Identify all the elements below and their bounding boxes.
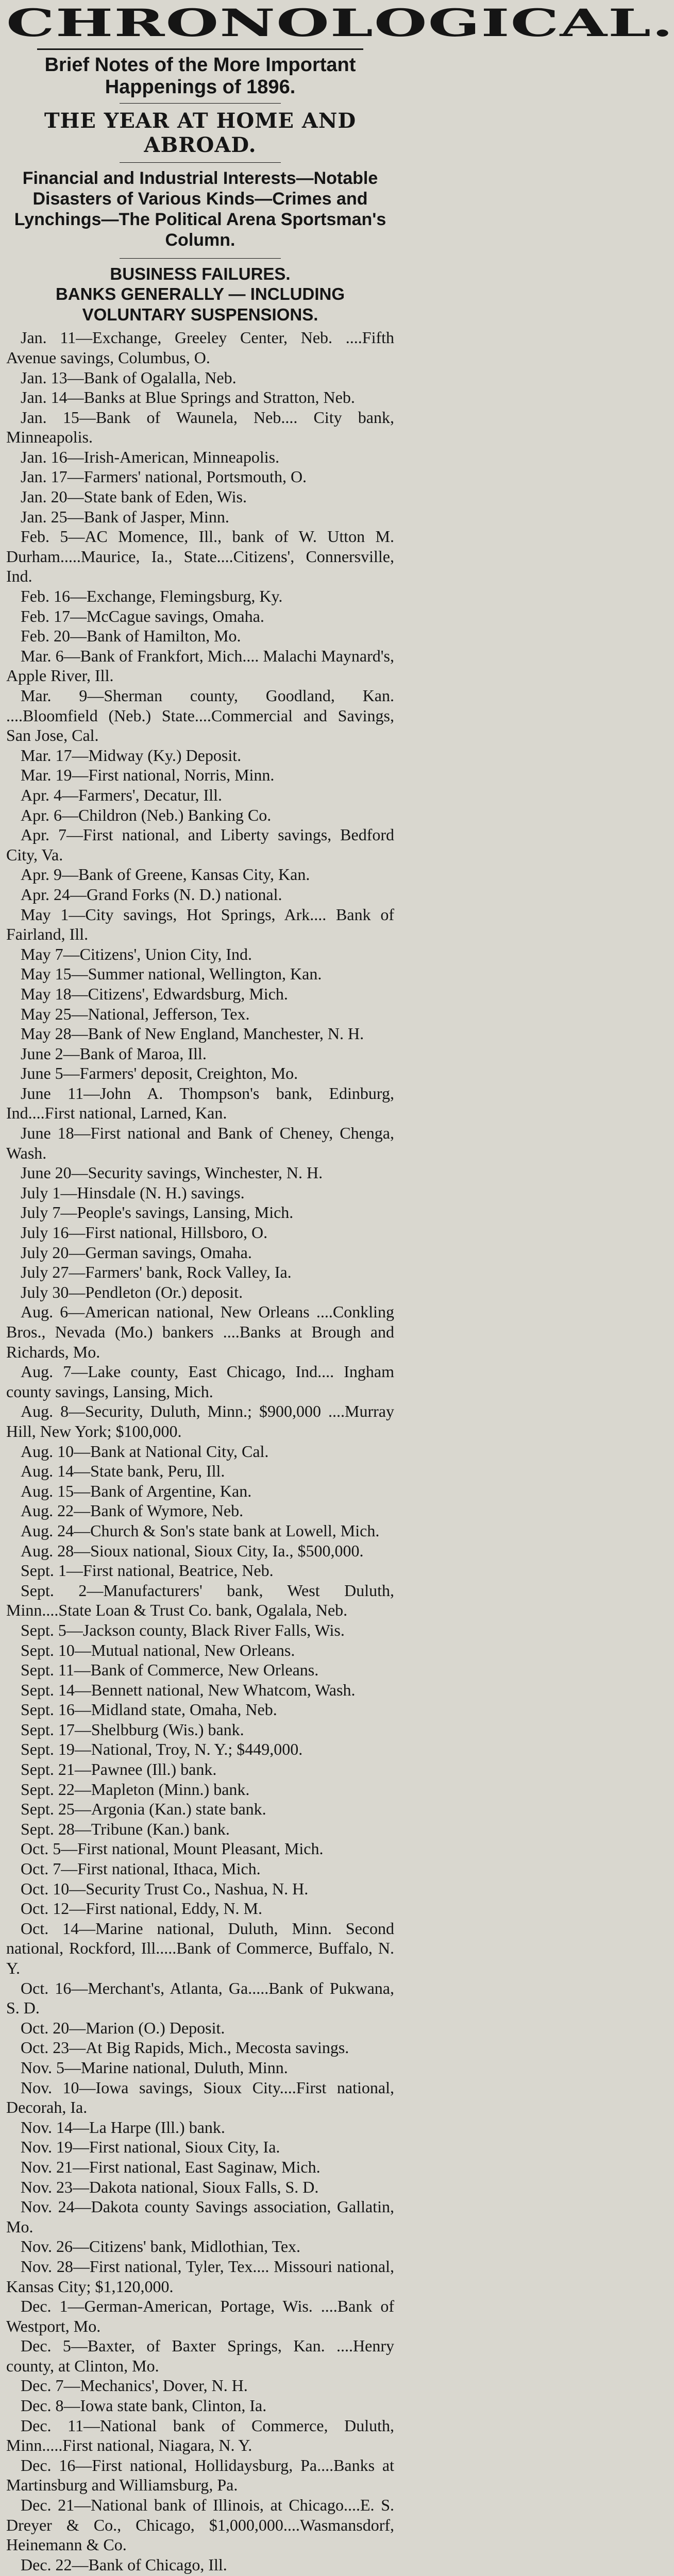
list-item: Dec. 1—German-American, Portage, Wis. ....Bank of Westport, Mo.	[6, 2297, 394, 2335]
list-item: June 5—Farmers' deposit, Creighton, Mo.	[21, 1064, 298, 1083]
list-item: Sept. 16—Midland state, Omaha, Neb.	[21, 1700, 277, 1719]
list-item: May 28—Bank of New England, Manchester, N. H.	[21, 1024, 364, 1043]
divider	[120, 162, 281, 163]
list-item: Aug. 8—Security, Duluth, Minn.; $900,000 ....Murray Hill, New York; $100,000.	[6, 1402, 394, 1440]
list-item: Mar. 9—Sherman county, Goodland, Kan. ....Bloomfield (Neb.) State....Commercial and Savings, San Jose, Cal.	[6, 686, 394, 745]
list-item: Nov. 19—First national, Sioux City, Ia.	[21, 2138, 280, 2157]
masthead	[6, 0, 674, 259]
list-item: Feb. 20—Bank of Hamilton, Mo.	[21, 626, 241, 646]
list-item: May 15—Summer national, Wellington, Kan.	[21, 964, 322, 984]
list-item: Sept. 25—Argonia (Kan.) state bank.	[21, 1800, 266, 1819]
list-item: Oct. 10—Security Trust Co., Nashua, N. H.	[21, 1879, 309, 1898]
list-item: Jan. 16—Irish-American, Minneapolis.	[21, 447, 280, 466]
list-item: Sept. 17—Shelbburg (Wis.) bank.	[21, 1720, 244, 1739]
list-item: Jan. 14—Banks at Blue Springs and Stratton, Neb.	[21, 388, 355, 407]
deck: Financial and Industrial Interests—Notable Disasters of Various Kinds—Crimes and Lynchings—The Political Arena Sportsman's Column.	[14, 168, 386, 250]
list-item: July 20—German savings, Omaha.	[21, 1243, 252, 1262]
list-item: May 7—Citizens', Union City, Ind.	[21, 944, 252, 963]
list-item: Oct. 23—At Big Rapids, Mich., Mecosta savings.	[21, 2038, 349, 2057]
list-item: Mar. 19—First national, Norris, Minn.	[21, 766, 275, 785]
list-item: Sept. 21—Pawnee (Ill.) bank.	[21, 1760, 217, 1779]
list-item: Dec. 21—National bank of Illinois, at Chicago....E. S. Dreyer & Co., Chicago, $1,000,000....Wasmansdorf, Heinemann & Co.	[6, 2496, 394, 2554]
list-item: Aug. 15—Bank of Argentine, Kan.	[21, 1481, 252, 1500]
divider	[120, 103, 281, 104]
list-item: Aug. 6—American national, New Orleans ....Conkling Bros., Nevada (Mo.) bankers ....Banks at Brough and Richards, Mo.	[6, 1302, 394, 1361]
business-failures-heading: BUSINESS FAILURES.	[110, 264, 291, 283]
list-item: Apr. 24—Grand Forks (N. D.) national.	[21, 885, 282, 904]
list-item: Jan. 17—Farmers' national, Portsmouth, O.	[21, 467, 307, 486]
list-item: Apr. 7—First national, and Liberty savings, Bedford City, Va.	[6, 825, 394, 864]
list-item: July 1—Hinsdale (N. H.) savings.	[21, 1183, 245, 1202]
headline: THE YEAR AT HOME AND ABROAD.	[44, 109, 357, 158]
list-item: Aug. 7—Lake county, East Chicago, Ind.... Ingham county savings, Lansing, Mich.	[6, 1362, 394, 1401]
list-item: Nov. 28—First national, Tyler, Tex.... Missouri national, Kansas City; $1,120,000.	[6, 2257, 394, 2296]
list-item: Aug. 28—Sioux national, Sioux City, Ia., $500,000.	[21, 1541, 364, 1560]
list-item: Dec. 8—Iowa state bank, Clinton, Ia.	[21, 2396, 267, 2415]
list-item: Dec. 22—Bank of Chicago, Ill.	[21, 2555, 227, 2574]
banks-subheading: BANKS GENERALLY — INCLUDING VOLUNTARY SUSPENSIONS.	[55, 284, 345, 324]
list-item: Sept. 11—Bank of Commerce, New Orleans.	[21, 1660, 319, 1680]
list-item: Sept. 28—Tribune (Kan.) bank.	[21, 1819, 230, 1838]
list-item: July 7—People's savings, Lansing, Mich.	[21, 1203, 294, 1222]
list-item: May 1—City savings, Hot Springs, Ark.... Bank of Fairland, Ill.	[6, 905, 394, 944]
list-item: Sept. 22—Mapleton (Minn.) bank.	[21, 1780, 250, 1799]
list-item: Sept. 5—Jackson county, Black River Falls, Wis.	[21, 1620, 345, 1639]
list-item: Dec. 5—Baxter, of Baxter Springs, Kan. ....Henry county, at Clinton, Mo.	[6, 2336, 394, 2375]
list-item: Dec. 11—National bank of Commerce, Duluth, Minn.....First national, Niagara, N. Y.	[6, 2416, 394, 2455]
subtitle: Brief Notes of the More Important Happenings of 1896.	[44, 54, 356, 98]
list-item: Oct. 12—First national, Eddy, N. M.	[21, 1899, 262, 1918]
list-item: Sept. 2—Manufacturers' bank, West Duluth, Minn....State Loan & Trust Co. bank, Ogalala, Neb.	[6, 1581, 394, 1620]
divider	[120, 258, 281, 259]
list-item: Dec. 7—Mechanics', Dover, N. H.	[21, 2376, 248, 2395]
list-item: June 11—John A. Thompson's bank, Edinburg, Ind....First national, Larned, Kan.	[6, 1083, 394, 1123]
list-item: Sept. 10—Mutual national, New Orleans.	[21, 1640, 295, 1659]
list-item: Apr. 9—Bank of Greene, Kansas City, Kan.	[21, 865, 310, 884]
list-item: Jan. 15—Bank of Waunela, Neb.... City bank, Minneapolis.	[6, 408, 394, 447]
list-item: Jan. 25—Bank of Jasper, Minn.	[21, 507, 229, 526]
list-item: Sept. 19—National, Troy, N. Y.; $449,000.	[21, 1740, 303, 1759]
list-item: Oct. 16—Merchant's, Atlanta, Ga.....Bank of Pukwana, S. D.	[6, 1978, 394, 2018]
list-item: Nov. 21—First national, East Saginaw, Mich.	[21, 2157, 321, 2176]
list-item: Nov. 5—Marine national, Duluth, Minn.	[21, 2058, 288, 2077]
list-item: Oct. 20—Marion (O.) Deposit.	[21, 2018, 225, 2037]
list-item: Nov. 26—Citizens' bank, Midlothian, Tex.	[21, 2237, 301, 2256]
list-item: Apr. 4—Farmers', Decatur, Ill.	[21, 785, 223, 804]
list-item: Nov. 10—Iowa savings, Sioux City....First national, Decorah, Ia.	[6, 2078, 394, 2117]
list-item: Nov. 24—Dakota county Savings association, Gallatin, Mo.	[6, 2197, 394, 2236]
list-item: Sept. 14—Bennett national, New Whatcom, Wash.	[21, 1680, 356, 1699]
list-item: Jan. 11—Exchange, Greeley Center, Neb. ....Fifth Avenue savings, Columbus, O.	[6, 328, 394, 367]
section-heading	[6, 264, 394, 325]
list-item: Mar. 17—Midway (Ky.) Deposit.	[21, 745, 242, 765]
bank-failures-list	[6, 328, 394, 2576]
list-item: Dec. 16—First national, Hollidaysburg, Pa....Banks at Martinsburg and Williamsburg, Pa.	[6, 2455, 394, 2495]
list-item: Feb. 17—McCague savings, Omaha.	[21, 606, 264, 625]
divider	[37, 48, 363, 50]
list-item: Mar. 6—Bank of Frankfort, Mich.... Malachi Maynard's, Apple River, Ill.	[6, 646, 394, 685]
list-item: Sept. 1—First national, Beatrice, Neb.	[21, 1561, 274, 1580]
list-item: Jan. 20—State bank of Eden, Wis.	[21, 487, 247, 506]
list-item: July 16—First national, Hillsboro, O.	[21, 1223, 268, 1242]
list-item: July 30—Pendleton (Or.) deposit.	[21, 1282, 243, 1301]
list-item: May 25—National, Jefferson, Tex.	[21, 1004, 250, 1023]
list-item: Aug. 14—State bank, Peru, Ill.	[21, 1462, 225, 1481]
list-item: Jan. 13—Bank of Ogalalla, Neb.	[21, 368, 237, 387]
list-item: Nov. 23—Dakota national, Sioux Falls, S. D.	[21, 2177, 319, 2196]
list-item: June 2—Bank of Maroa, Ill.	[21, 1044, 207, 1063]
list-item: Nov. 14—La Harpe (Ill.) bank.	[21, 2117, 225, 2137]
list-item: May 18—Citizens', Edwardsburg, Mich.	[21, 984, 288, 1003]
list-item: Aug. 10—Bank at National City, Cal.	[21, 1442, 269, 1461]
list-item: Oct. 14—Marine national, Duluth, Minn. Second national, Rockford, Ill.....Bank of Commerce, Buffalo, N. Y.	[6, 1919, 394, 1977]
list-item: Feb. 16—Exchange, Flemingsburg, Ky.	[21, 587, 283, 606]
list-item: Aug. 24—Church & Son's state bank at Lowell, Mich.	[21, 1521, 380, 1540]
list-item: Aug. 22—Bank of Wymore, Neb.	[21, 1501, 244, 1520]
list-item: Feb. 5—AC Momence, Ill., bank of W. Utton M. Durham.....Maurice, Ia., State....Citizens', Connersville, Ind.	[6, 527, 394, 586]
list-item: June 20—Security savings, Winchester, N. H.	[21, 1163, 323, 1182]
list-item: Oct. 7—First national, Ithaca, Mich.	[21, 1859, 261, 1878]
list-item: July 27—Farmers' bank, Rock Valley, Ia.	[21, 1263, 292, 1282]
list-item: Oct. 5—First national, Mount Pleasant, Mich.	[21, 1839, 324, 1858]
list-item: Apr. 6—Childron (Neb.) Banking Co.	[21, 805, 272, 824]
page-title: CHRONOLOGICAL.	[6, 1, 674, 45]
list-item: June 18—First national and Bank of Cheney, Chenga, Wash.	[6, 1124, 394, 1162]
